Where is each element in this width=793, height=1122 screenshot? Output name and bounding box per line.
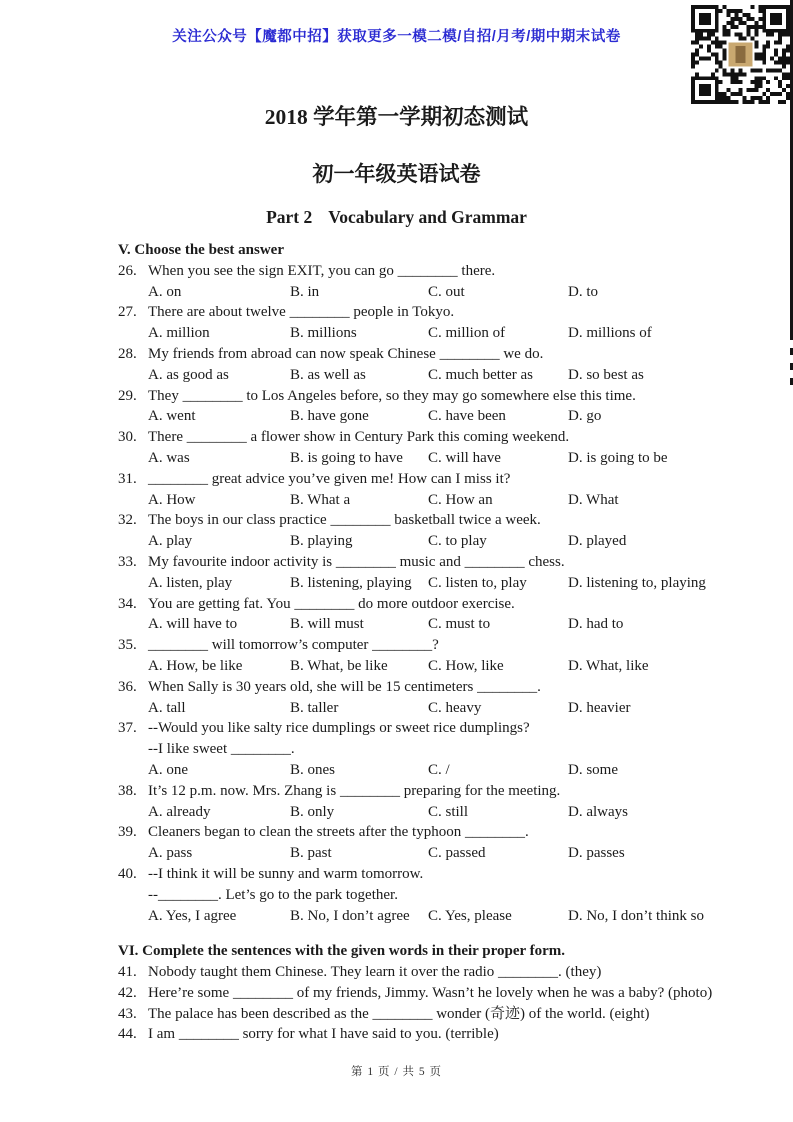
question-number: 43. <box>118 1005 137 1022</box>
option: D. always <box>568 803 628 820</box>
option: A. listen, play <box>148 574 233 591</box>
option: A. was <box>148 449 190 466</box>
question-stem <box>148 469 763 490</box>
option: B. have gone <box>290 408 369 425</box>
part-name: Vocabulary and Grammar <box>328 207 527 227</box>
question-body <box>148 427 763 469</box>
question-list <box>118 962 763 1045</box>
question-list <box>118 261 763 927</box>
options-row <box>148 802 763 823</box>
stem-line: --Would you like salty rice dumplings or sweet rice dumplings? <box>148 720 530 737</box>
option: C. have been <box>428 408 506 425</box>
option: A. play <box>148 533 193 550</box>
options-row <box>148 531 763 552</box>
options-row <box>148 843 763 864</box>
question <box>118 822 763 864</box>
question-body <box>148 864 763 926</box>
stem-line: The palace has been described as the ________ wonder (奇迹) of the world. (eight) <box>148 1005 650 1022</box>
stem-line: They ________ to Los Angeles before, so they may go somewhere else this time. <box>148 387 636 404</box>
option: B. playing <box>290 533 353 550</box>
option: B. in <box>290 283 320 300</box>
option: B. only <box>290 803 335 820</box>
options-row <box>148 656 763 677</box>
option: D. some <box>568 761 618 778</box>
option: C. out <box>428 283 465 300</box>
option: B. taller <box>290 699 339 716</box>
options-row <box>148 760 763 781</box>
page-title: 2018 学年第一学期初态测试 <box>264 105 529 129</box>
section-choose-best-answer <box>118 240 763 926</box>
stem-line: I am ________ sorry for what I have said to you. (terrible) <box>148 1026 499 1043</box>
question-number: 36. <box>118 678 137 695</box>
question-body <box>148 302 763 344</box>
options-row <box>148 698 763 719</box>
question <box>118 1024 763 1045</box>
option: D. is going to be <box>568 449 668 466</box>
stem-line: --I like sweet ________. <box>148 741 295 758</box>
option: D. to <box>568 283 598 300</box>
question-body <box>148 677 763 719</box>
question <box>118 718 763 780</box>
question-body <box>148 469 763 511</box>
section-heading: V. Choose the best answer <box>118 242 284 258</box>
options-row <box>148 282 763 303</box>
question-number: 40. <box>118 865 137 882</box>
section-proper-form <box>118 941 763 1045</box>
options-row <box>148 573 763 594</box>
question <box>118 677 763 719</box>
option: C. to play <box>428 533 487 550</box>
option: C. still <box>428 803 469 820</box>
stem-line: The boys in our class practice ________ basketball twice a week. <box>148 512 541 529</box>
option: B. listening, playing <box>290 574 412 591</box>
question-body <box>148 718 763 780</box>
question-number: 28. <box>118 345 137 362</box>
option: D. No, I don’t think so <box>568 907 704 924</box>
question <box>118 781 763 823</box>
options-row <box>148 614 763 635</box>
question <box>118 261 763 303</box>
option: B. past <box>290 845 332 862</box>
question-stem <box>148 718 763 760</box>
question-stem <box>148 552 763 573</box>
question-number: 41. <box>118 964 137 981</box>
question-number: 39. <box>118 824 137 841</box>
options-row <box>148 448 763 469</box>
question <box>118 962 763 983</box>
option: A. Yes, I agree <box>148 907 237 924</box>
option: D. What <box>568 491 619 508</box>
question-stem <box>148 386 763 407</box>
options-row <box>148 365 763 386</box>
option: C. much better as <box>428 366 533 383</box>
option: C. How, like <box>428 657 504 674</box>
option: A. tall <box>148 699 186 716</box>
question <box>118 510 763 552</box>
option: C. passed <box>428 845 486 862</box>
question-body <box>148 1024 763 1045</box>
option: B. What a <box>290 491 351 508</box>
option: B. ones <box>290 761 335 778</box>
part-number: Part 2 <box>266 207 313 227</box>
question <box>118 594 763 636</box>
option: A. already <box>148 803 211 820</box>
question <box>118 427 763 469</box>
question-number: 31. <box>118 470 137 487</box>
option: D. millions of <box>568 325 652 342</box>
question-stem <box>148 962 763 983</box>
stem-line: You are getting fat. You ________ do more outdoor exercise. <box>148 595 515 612</box>
option: B. millions <box>290 325 357 342</box>
question-body <box>148 386 763 428</box>
stem-line: Nobody taught them Chinese. They learn it over the radio ________. (they) <box>148 964 602 981</box>
question-number: 38. <box>118 782 137 799</box>
stem-line: When you see the sign EXIT, you can go ________ there. <box>148 262 496 279</box>
part-heading <box>0 206 793 229</box>
option: C. must to <box>428 616 491 633</box>
question-body <box>148 822 763 864</box>
stem-line: --________. Let’s go to the park together. <box>148 886 398 903</box>
question <box>118 864 763 926</box>
question-stem <box>148 677 763 698</box>
option: A. will have to <box>148 616 238 633</box>
question-number: 32. <box>118 512 137 529</box>
question-stem <box>148 1024 763 1045</box>
question-number: 27. <box>118 304 137 321</box>
options-row <box>148 406 763 427</box>
question-number: 37. <box>118 720 137 737</box>
option: C. will have <box>428 449 501 466</box>
option: A. on <box>148 283 182 300</box>
question-stem <box>148 864 763 906</box>
question-body <box>148 1004 763 1025</box>
stem-line: Cleaners began to clean the streets after the typhoon ________. <box>148 824 529 841</box>
stem-line: --I think it will be sunny and warm tomorrow. <box>148 865 424 882</box>
question-stem <box>148 427 763 448</box>
question-body <box>148 962 763 983</box>
option: C. How an <box>428 491 493 508</box>
question-stem <box>148 822 763 843</box>
option: B. What, be like <box>290 657 388 674</box>
stem-line: There are about twelve ________ people in Tokyo. <box>148 304 455 321</box>
option: D. What, like <box>568 657 649 674</box>
question <box>118 1004 763 1025</box>
question <box>118 386 763 428</box>
option: C. listen to, play <box>428 574 527 591</box>
options-row <box>148 906 763 927</box>
stem-line: My friends from abroad can now speak Chinese ________ we do. <box>148 345 544 362</box>
stem-line: ________ great advice you’ve given me! How can I miss it? <box>148 470 511 487</box>
option: B. is going to have <box>290 449 403 466</box>
question-body <box>148 261 763 303</box>
option: A. How <box>148 491 196 508</box>
option: D. so best as <box>568 366 644 383</box>
question-body <box>148 781 763 823</box>
option: D. heavier <box>568 699 631 716</box>
question-number: 33. <box>118 553 137 570</box>
question-number: 30. <box>118 429 137 446</box>
option: A. How, be like <box>148 657 243 674</box>
option: C. / <box>428 761 450 778</box>
section-heading: VI. Complete the sentences with the given words in their proper form. <box>118 943 566 960</box>
option: D. go <box>568 408 602 425</box>
option: A. one <box>148 761 188 778</box>
question-body <box>148 552 763 594</box>
option: C. heavy <box>428 699 482 716</box>
page-subtitle: 初一年级英语试卷 <box>312 162 481 186</box>
option: B. No, I don’t agree <box>290 907 410 924</box>
exam-content <box>0 240 793 1045</box>
option: C. million of <box>428 325 506 342</box>
promo-banner: 关注公众号【魔都中招】获取更多一模二模/自招/月考/期中期末试卷 <box>172 29 621 45</box>
option: A. pass <box>148 845 193 862</box>
question <box>118 983 763 1004</box>
option: B. as well as <box>290 366 366 383</box>
question-body <box>148 983 763 1004</box>
question-body <box>148 344 763 386</box>
question-number: 42. <box>118 984 137 1001</box>
option: D. passes <box>568 845 625 862</box>
question-stem <box>148 261 763 282</box>
question-number: 26. <box>118 262 137 279</box>
question-body <box>148 594 763 636</box>
question <box>118 469 763 511</box>
question-stem <box>148 1004 763 1025</box>
question <box>118 302 763 344</box>
question-stem <box>148 510 763 531</box>
stem-line: There ________ a flower show in Century Park this coming weekend. <box>148 429 570 446</box>
option: B. will must <box>290 616 364 633</box>
question-stem <box>148 302 763 323</box>
options-row <box>148 323 763 344</box>
stem-line: It’s 12 p.m. now. Mrs. Zhang is ________ preparing for the meeting. <box>148 782 561 799</box>
option: A. million <box>148 325 210 342</box>
question <box>118 635 763 677</box>
stem-line: Here’re some ________ of my friends, Jimmy. Wasn’t he lovely when he was a baby? (photo) <box>148 984 713 1001</box>
option: A. went <box>148 408 196 425</box>
question-stem <box>148 781 763 802</box>
options-row <box>148 490 763 511</box>
question-number: 44. <box>118 1026 137 1043</box>
question-stem <box>148 594 763 615</box>
question <box>118 344 763 386</box>
question <box>118 552 763 594</box>
qr-code-icon <box>691 5 790 104</box>
question-stem <box>148 983 763 1004</box>
question-stem <box>148 344 763 365</box>
option: A. as good as <box>148 366 229 383</box>
option: D. played <box>568 533 627 550</box>
question-stem <box>148 635 763 656</box>
question-body <box>148 510 763 552</box>
question-number: 34. <box>118 595 137 612</box>
option: C. Yes, please <box>428 907 512 924</box>
question-number: 29. <box>118 387 137 404</box>
page-footer: 第 1 页 / 共 5 页 <box>351 1066 442 1078</box>
stem-line: When Sally is 30 years old, she will be 15 centimeters ________. <box>148 678 541 695</box>
stem-line: My favourite indoor activity is ________ music and ________ chess. <box>148 553 565 570</box>
option: D. listening to, playing <box>568 574 706 591</box>
option: D. had to <box>568 616 624 633</box>
question-number: 35. <box>118 637 137 654</box>
stem-line: ________ will tomorrow’s computer ________? <box>148 637 439 654</box>
question-body <box>148 635 763 677</box>
